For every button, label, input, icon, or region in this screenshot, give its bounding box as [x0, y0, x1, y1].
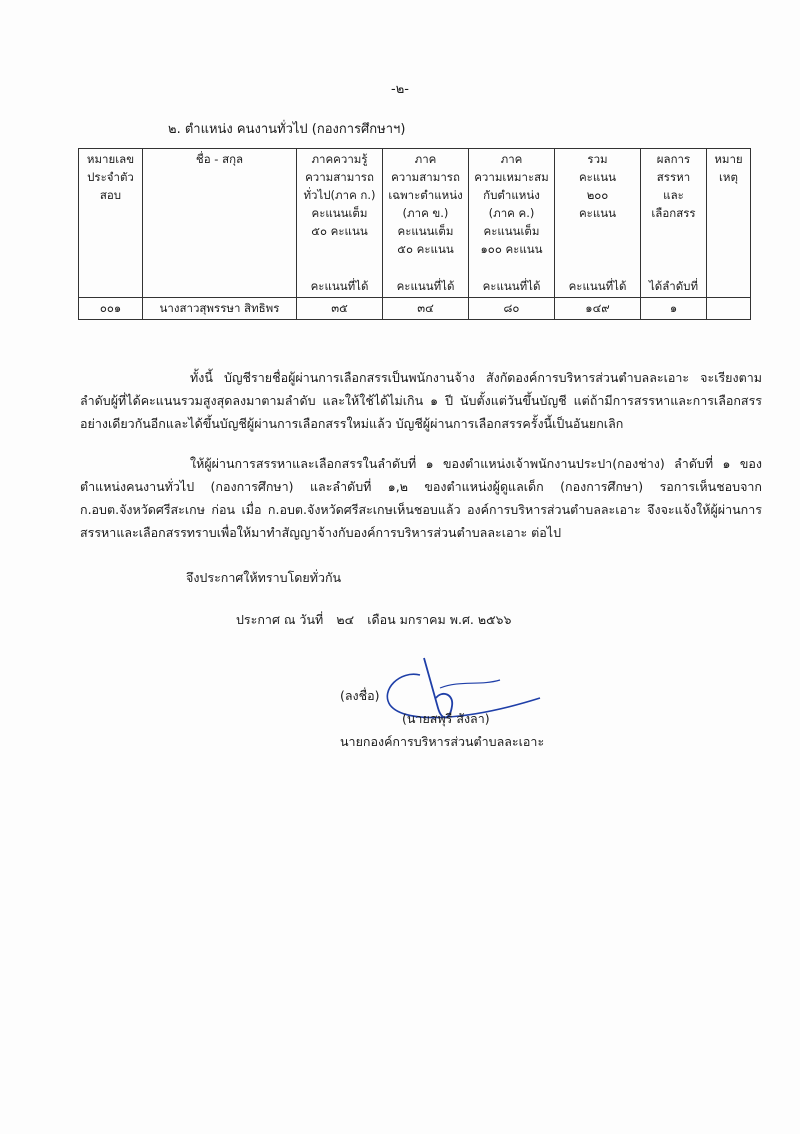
- header-line: เลือกสรร: [651, 206, 696, 220]
- table-cell: ๐๐๑: [79, 298, 143, 320]
- header-line: เหตุ: [719, 170, 738, 184]
- header-line: คะแนน: [578, 206, 616, 220]
- header-label: [709, 150, 748, 186]
- header-line: ภาค: [414, 152, 437, 166]
- table-cell: [707, 298, 751, 320]
- announce-day: ๒๔: [336, 612, 355, 627]
- header-sub-label: คะแนนที่ได้: [482, 279, 541, 293]
- signer-name: (นายสพุรี สังลา): [402, 711, 490, 726]
- header-line: หมายเลข: [86, 152, 135, 166]
- section-heading: ๒. ตำแหน่ง คนงานทั่วไป (กองการศึกษาฯ): [168, 122, 406, 137]
- header-line: คะแนนเต็ม: [483, 224, 540, 238]
- header-line: ๕๐ คะแนน: [311, 224, 368, 238]
- header-sub-label: ได้ลำดับที่: [648, 279, 699, 293]
- announce-prefix: ประกาศ ณ วันที่: [236, 612, 324, 627]
- header-sub-label: คะแนนที่ได้: [568, 279, 627, 293]
- table-header-cell: [555, 149, 641, 298]
- table-row: [79, 298, 751, 320]
- header-line: ทั่วไป(ภาค ก.): [303, 188, 376, 202]
- paragraph-list-validity: [80, 366, 762, 435]
- header-label: [557, 150, 638, 222]
- header-label: [471, 150, 552, 258]
- header-line: ๕๐ คะแนน: [397, 242, 454, 256]
- table-cell: นางสาวสุพรรษา สิทธิพร: [143, 298, 297, 320]
- header-line: รวม: [587, 152, 608, 166]
- table-header-cell: [297, 149, 383, 298]
- paragraph-announcement: จึงประกาศให้ทราบโดยทั่วกัน: [186, 570, 342, 585]
- header-line: ๑๐๐ คะแนน: [480, 242, 543, 256]
- table-cell: ๓๕: [297, 298, 383, 320]
- signature-block: [340, 684, 544, 753]
- header-line: กับตำแหน่ง: [483, 188, 540, 202]
- paragraph-text: ทั้งนี้ บัญชีรายชื่อผู้ผ่านการเลือกสรรเป็นพนักงานจ้าง สังกัดองค์การบริหารส่วนตำบลละเอาะ จะเรียงตามลำดับผู้ที่ได้คะแนนรวมสูงสุดลงมาตามลำดับ และให้ใช้ได้ไม่เกิน ๑ ปี นับตั้งแต่วันขึ้นบัญชี แต่ถ้ามีการสรรหาและการเลือกสรรอย่างเดียวกันอีกและได้ขึ้นบัญชีผู้ผ่านการเลือกสรรใหม่แล้ว บัญชีผู้ผ่านการเลือกสรรครั้งนี้เป็นอันยกเลิก: [80, 370, 762, 431]
- header-sub-label: คะแนนที่ได้: [310, 279, 369, 293]
- table-header-cell: [383, 149, 469, 298]
- table-header-cell: [469, 149, 555, 298]
- sign-label: (ลงชื่อ): [340, 688, 380, 703]
- header-line: และ: [663, 188, 684, 202]
- signer-title: นายกองค์การบริหารส่วนตำบลละเอาะ: [340, 734, 545, 749]
- paragraph-approval: [80, 452, 762, 544]
- header-line: ประจำตัว: [87, 170, 134, 184]
- table-cell: ๑: [641, 298, 707, 320]
- header-line: หมาย: [714, 152, 743, 166]
- header-line: (ภาค ค.): [488, 206, 535, 220]
- header-label: [385, 150, 466, 258]
- table-cell: ๑๔๙: [555, 298, 641, 320]
- header-label: [81, 150, 140, 204]
- header-label: [145, 150, 294, 168]
- header-line: เฉพาะตำแหน่ง: [388, 188, 463, 202]
- table-header-cell: [143, 149, 297, 298]
- score-table: [78, 148, 751, 320]
- header-line: คะแนนเต็ม: [397, 224, 454, 238]
- table-cell: ๓๔: [383, 298, 469, 320]
- header-label: [643, 150, 704, 222]
- header-sub-label: คะแนนที่ได้: [396, 279, 455, 293]
- header-line: ผลการ: [656, 152, 691, 166]
- header-line: (ภาค ข.): [402, 206, 449, 220]
- paragraph-text: ให้ผู้ผ่านการสรรหาและเลือกสรรในลำดับที่ ๑ ของตำแหน่งเจ้าพนักงานประปา(กองช่าง) ลำดับที่ ๑ ของตำแหน่งคนงานทั่วไป (กองการศึกษา) และลำดับที่ ๑,๒ ของตำแหน่งผู้ดูแลเด็ก (กองการศึกษา) รอการเห็นชอบจาก ก.อบต.จังหวัดศรีสะเกษ ก่อน เมื่อ ก.อบต.จังหวัดศรีสะเกษเห็นชอบแล้ว องค์การบริหารส่วนตำบลละเอาะ จึงจะแจ้งให้ผู้ผ่านการสรรหาและเลือกสรรทราบเพื่อให้มาทำสัญญาจ้างกับองค์การบริหารส่วนตำบลละเอาะ ต่อไป: [80, 456, 762, 540]
- table-header-row: [79, 149, 751, 298]
- header-line: สรรหา: [656, 170, 691, 184]
- header-line: สอบ: [99, 188, 122, 202]
- announce-suffix: เดือน มกราคม พ.ศ. ๒๕๖๖: [367, 612, 512, 627]
- header-line: ความสามารถ: [391, 170, 460, 184]
- header-line: คะแนน: [578, 170, 616, 184]
- header-line: ภาคความรู้: [311, 152, 368, 166]
- table-header-cell: [79, 149, 143, 298]
- announcement-date: [236, 610, 511, 630]
- table-cell: ๘๐: [469, 298, 555, 320]
- table-header-cell: [641, 149, 707, 298]
- header-line: ความเหมาะสม: [474, 170, 549, 184]
- header-line: ภาค: [500, 152, 523, 166]
- table-header-cell: [707, 149, 751, 298]
- header-line: ชื่อ - สกุล: [195, 152, 244, 166]
- header-line: คะแนนเต็ม: [311, 206, 368, 220]
- page-number: -๒-: [391, 82, 409, 97]
- header-label: [299, 150, 380, 240]
- header-line: ความสามารถ: [305, 170, 374, 184]
- header-line: ๒๐๐: [586, 188, 609, 202]
